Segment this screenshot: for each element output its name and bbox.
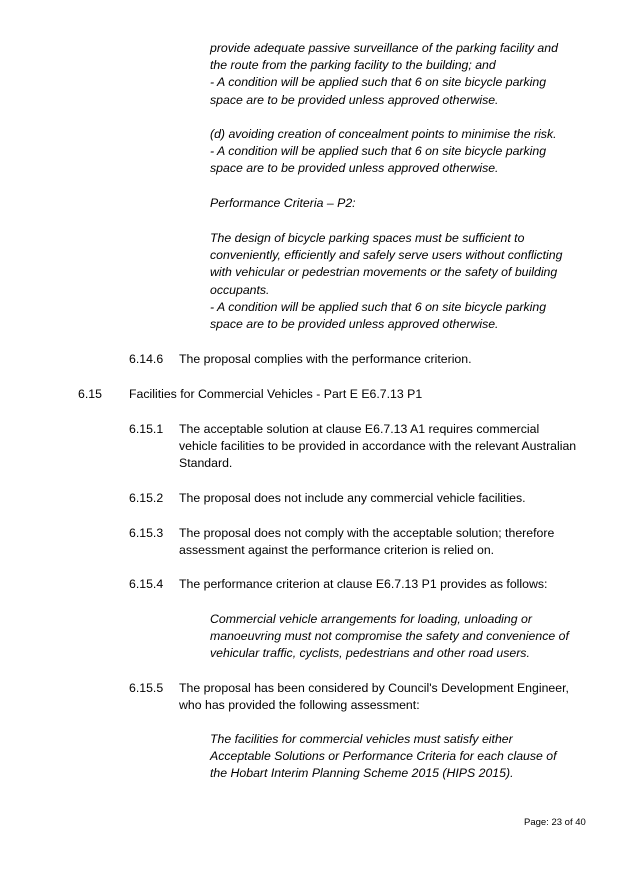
quote-line: (d) avoiding creation of concealment points to minimise the risk. (210, 127, 557, 141)
clause-number: 6.15.4 (129, 577, 164, 591)
text-line: The proposal does not comply with the acceptable solution; therefore (179, 526, 555, 540)
quote-line: occupants. (210, 282, 270, 297)
clause-number: 6.15.1 (129, 422, 164, 436)
quote-concealment (210, 126, 590, 178)
text-line: vehicle facilities to be provided in accordance with the relevant Australian (179, 439, 577, 454)
quote-line: Acceptable Solutions or Performance Criteria for each clause of (210, 749, 557, 764)
quote-line: the route from the parking facility to the building; and (210, 58, 496, 73)
quote-line: manoeuvring must not compromise the safety and convenience of (210, 629, 569, 644)
quote-line: the Hobart Interim Planning Scheme 2015 (HIPS 2015). (210, 766, 514, 781)
text-line: assessment against the performance criterion is relied on. (179, 543, 495, 558)
perf-criteria-text (210, 230, 590, 333)
text-line: who has provided the following assessment: (179, 698, 420, 713)
quote-commercial-vehicle (210, 611, 590, 663)
clause-number: 6.15.2 (129, 491, 164, 505)
section-title: Facilities for Commercial Vehicles - Part E E6.7.13 P1 (129, 387, 423, 401)
quote-engineer-assessment (210, 731, 590, 783)
clause-number: 6.14.6 (129, 352, 164, 366)
text-line: The acceptable solution at clause E6.7.13 A1 requires commercial (179, 422, 540, 436)
section-number: 6.15 (78, 387, 102, 401)
quote-line: space are to be provided unless approved otherwise. (210, 317, 499, 332)
quote-line: - A condition will be applied such that 6 on site bicycle parking (210, 144, 547, 159)
clause-text: The performance criterion at clause E6.7.13 P1 provides as follows: (179, 577, 548, 591)
quote-line: The facilities for commercial vehicles must satisfy either (210, 732, 513, 746)
clause-text (179, 525, 589, 559)
quote-line: vehicular traffic, cyclists, pedestrians and other road users. (210, 646, 530, 661)
perf-criteria-heading: Performance Criteria – P2: (210, 196, 356, 210)
quote-line: Commercial vehicle arrangements for loading, unloading or (210, 612, 532, 626)
clause-text (179, 421, 589, 473)
clause-text (179, 680, 589, 714)
clause-text: The proposal complies with the performance criterion. (179, 352, 472, 366)
quote-line: with vehicular or pedestrian movements or the safety of building (210, 265, 558, 280)
quote-line: - A condition will be applied such that 6 on site bicycle parking (210, 75, 547, 90)
clause-number: 6.15.3 (129, 526, 164, 540)
quote-line: space are to be provided unless approved otherwise. (210, 92, 499, 107)
clause-text: The proposal does not include any commercial vehicle facilities. (179, 491, 526, 505)
quote-surveillance (210, 40, 590, 109)
quote-line: The design of bicycle parking spaces must be sufficient to (210, 231, 525, 245)
clause-number: 6.15.5 (129, 681, 164, 695)
text-line: The proposal has been considered by Council's Development Engineer, (179, 681, 569, 695)
quote-line: provide adequate passive surveillance of the parking facility and (210, 41, 558, 55)
text-line: Standard. (179, 456, 233, 471)
quote-line: space are to be provided unless approved otherwise. (210, 161, 499, 176)
page-number: Page: 23 of 40 (524, 817, 586, 828)
quote-line: conveniently, efficiently and safely serve users without conflicting (210, 248, 563, 263)
quote-line: - A condition will be applied such that 6 on site bicycle parking (210, 299, 547, 314)
